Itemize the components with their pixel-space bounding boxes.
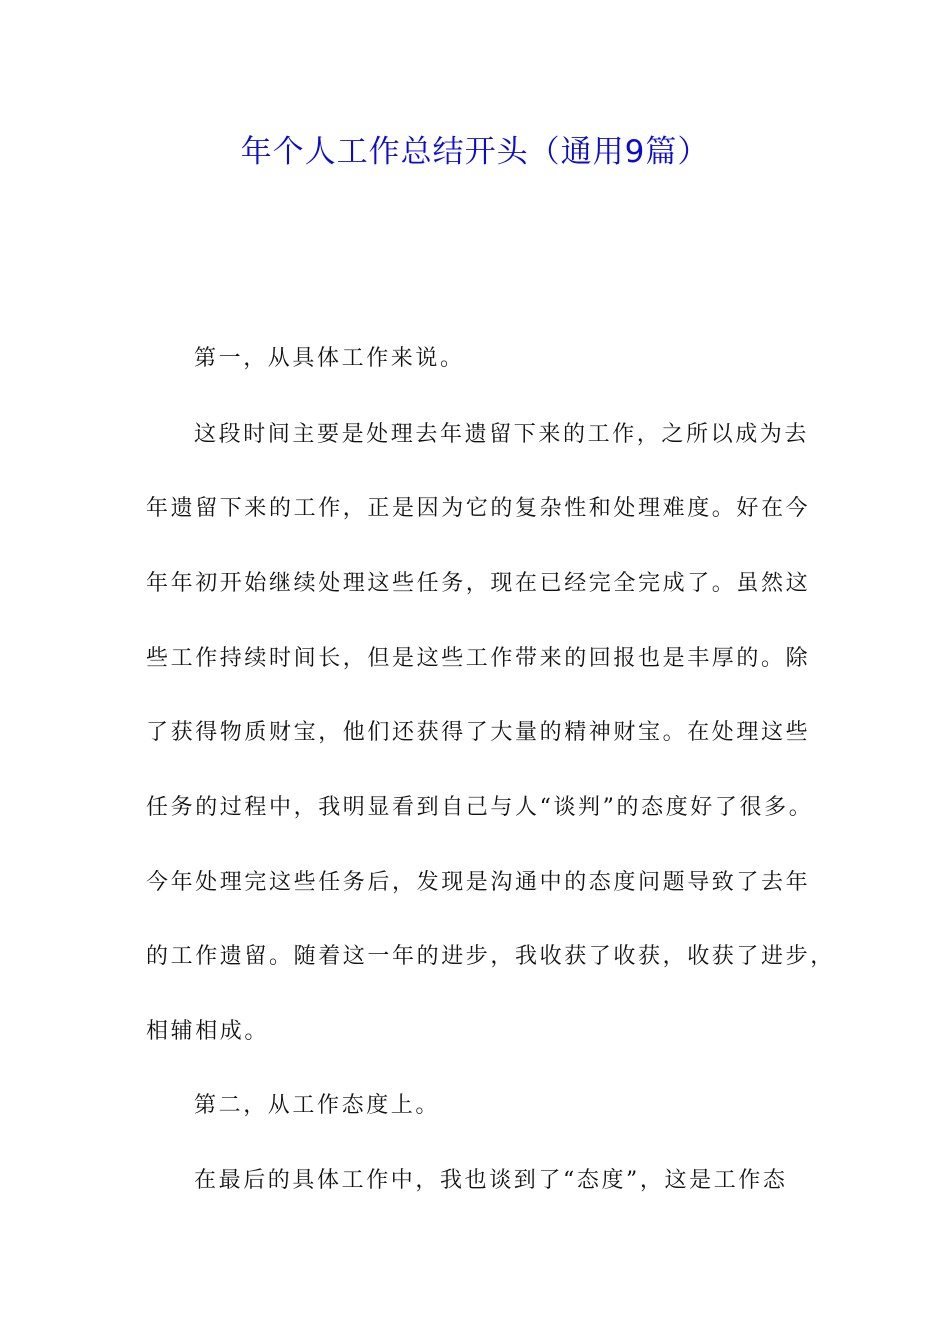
paragraph-line-7: 任务的过程中，我明显看到自己与人“谈判”的态度好了很多。 bbox=[146, 795, 814, 820]
paragraph-line-5: 些工作持续时间长，但是这些工作带来的回报也是丰厚的。除 bbox=[146, 646, 811, 671]
paragraph-line-10: 相辅相成。 bbox=[146, 1019, 270, 1044]
document-title: 年个人工作总结开头（通用9篇） bbox=[240, 134, 710, 170]
paragraph-line-6: 了获得物质财宝，他们还获得了大量的精神财宝。在处理这些 bbox=[146, 720, 811, 745]
paragraph-line-2: 这段时间主要是处理去年遗留下来的工作，之所以成为去 bbox=[194, 422, 810, 447]
paragraph-line-4: 年年初开始继续处理这些任务，现在已经完全完成了。虽然这 bbox=[146, 571, 811, 596]
paragraph-line-3: 年遗留下来的工作，正是因为它的复杂性和处理难度。好在今 bbox=[146, 496, 811, 521]
paragraph-line-8: 今年处理完这些任务后，发现是沟通中的态度问题导致了去年 bbox=[146, 870, 811, 895]
paragraph-line-1: 第一，从具体工作来说。 bbox=[194, 346, 465, 371]
paragraph-line-11: 第二，从工作态度上。 bbox=[194, 1093, 441, 1118]
paragraph-line-9: 的工作遗留。随着这一年的进步，我收获了收获，收获了进步， bbox=[146, 944, 835, 969]
paragraph-line-12: 在最后的具体工作中，我也谈到了“态度”，这是工作态 bbox=[194, 1168, 788, 1193]
